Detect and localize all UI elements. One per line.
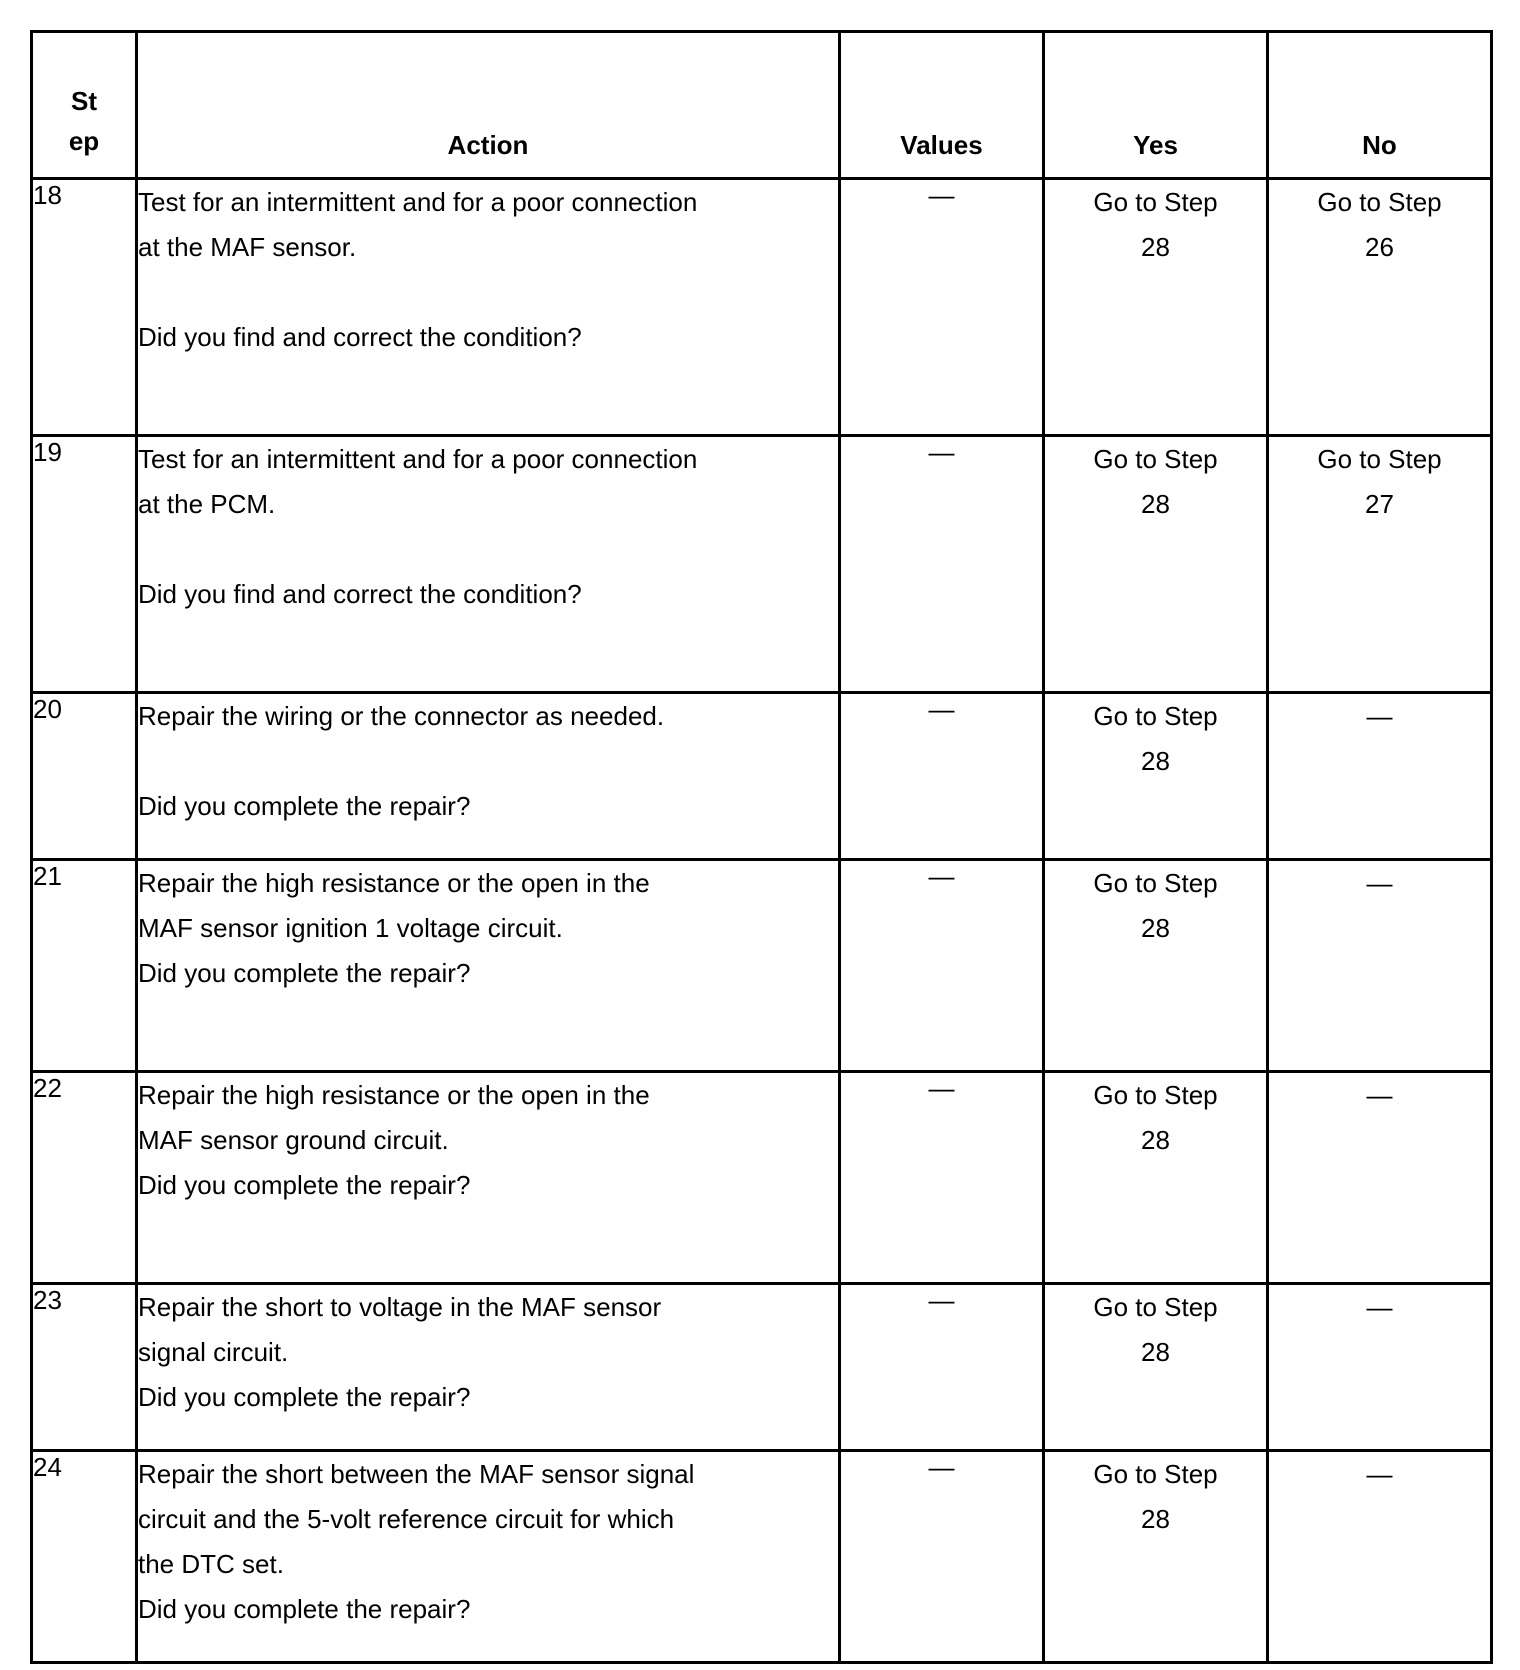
action-question: Did you complete the repair? <box>138 791 471 821</box>
table-row <box>32 693 1492 860</box>
no-goto-step: 26 <box>1365 232 1394 262</box>
action-cell <box>137 860 840 1072</box>
table-row <box>32 1284 1492 1451</box>
action-question: Did you complete the repair? <box>138 1382 471 1412</box>
yes-goto-step: 28 <box>1141 746 1170 776</box>
no-cell <box>1268 436 1492 693</box>
yes-goto-step: 28 <box>1141 232 1170 262</box>
values-cell: — <box>840 436 1044 693</box>
header-no: No <box>1268 32 1492 179</box>
header-yes: Yes <box>1044 32 1268 179</box>
yes-cell <box>1044 436 1268 693</box>
action-text: at the MAF sensor. <box>138 232 357 262</box>
yes-goto-label: Go to Step <box>1093 868 1218 898</box>
no-cell <box>1268 693 1492 860</box>
action-text: Repair the wiring or the connector as needed. <box>138 701 665 731</box>
values-cell: — <box>840 1451 1044 1663</box>
no-cell <box>1268 1284 1492 1451</box>
table-row <box>32 860 1492 1072</box>
no-goto-step: 27 <box>1365 489 1394 519</box>
step-number: 23 <box>32 1284 137 1451</box>
action-text: Repair the high resistance or the open in the <box>138 1080 650 1110</box>
yes-cell <box>1044 179 1268 436</box>
yes-cell <box>1044 1284 1268 1451</box>
no-dash: — <box>1366 1292 1393 1322</box>
step-number: 18 <box>32 179 137 436</box>
step-number: 21 <box>32 860 137 1072</box>
no-dash: — <box>1366 701 1393 731</box>
yes-cell <box>1044 693 1268 860</box>
action-question: Did you find and correct the condition? <box>138 322 582 352</box>
yes-goto-step: 28 <box>1141 1125 1170 1155</box>
action-cell <box>137 1284 840 1451</box>
action-cell <box>137 1451 840 1663</box>
yes-goto-label: Go to Step <box>1093 444 1218 474</box>
action-question: Did you find and correct the condition? <box>138 579 582 609</box>
table-row <box>32 436 1492 693</box>
table-row <box>32 1072 1492 1284</box>
action-text: the DTC set. <box>138 1549 284 1579</box>
table-row <box>32 1451 1492 1663</box>
header-step-line1: St <box>71 86 97 116</box>
action-cell <box>137 1072 840 1284</box>
values-cell: — <box>840 860 1044 1072</box>
yes-goto-step: 28 <box>1141 1504 1170 1534</box>
step-number: 20 <box>32 693 137 860</box>
header-values: Values <box>840 32 1044 179</box>
step-number: 22 <box>32 1072 137 1284</box>
values-cell: — <box>840 179 1044 436</box>
yes-goto-label: Go to Step <box>1093 187 1218 217</box>
action-text: Repair the high resistance or the open in the <box>138 868 650 898</box>
header-action: Action <box>137 32 840 179</box>
step-number: 24 <box>32 1451 137 1663</box>
action-text: at the PCM. <box>138 489 276 519</box>
action-text: Repair the short between the MAF sensor signal <box>138 1459 695 1489</box>
yes-cell <box>1044 860 1268 1072</box>
no-cell <box>1268 1451 1492 1663</box>
header-row <box>32 32 1492 179</box>
header-step-line2: ep <box>68 126 100 156</box>
values-cell: — <box>840 1284 1044 1451</box>
no-goto-label: Go to Step <box>1317 444 1442 474</box>
action-text: Test for an intermittent and for a poor connection <box>138 187 698 217</box>
yes-goto-label: Go to Step <box>1093 1292 1218 1322</box>
action-text: signal circuit. <box>138 1337 289 1367</box>
no-dash: — <box>1366 1080 1393 1110</box>
action-question: Did you complete the repair? <box>138 1594 471 1624</box>
yes-goto-step: 28 <box>1141 913 1170 943</box>
action-question: Did you complete the repair? <box>138 958 471 988</box>
yes-goto-label: Go to Step <box>1093 1459 1218 1489</box>
action-cell <box>137 693 840 860</box>
action-text: MAF sensor ground circuit. <box>138 1125 449 1155</box>
action-cell <box>137 179 840 436</box>
yes-cell <box>1044 1451 1268 1663</box>
no-dash: — <box>1366 868 1393 898</box>
yes-goto-label: Go to Step <box>1093 1080 1218 1110</box>
no-cell <box>1268 860 1492 1072</box>
values-cell: — <box>840 1072 1044 1284</box>
yes-goto-step: 28 <box>1141 489 1170 519</box>
no-cell <box>1268 1072 1492 1284</box>
yes-goto-step: 28 <box>1141 1337 1170 1367</box>
step-number: 19 <box>32 436 137 693</box>
no-cell <box>1268 179 1492 436</box>
action-text: MAF sensor ignition 1 voltage circuit. <box>138 913 563 943</box>
diagnostic-table <box>30 30 1493 1664</box>
action-text: Test for an intermittent and for a poor connection <box>138 444 698 474</box>
values-cell: — <box>840 693 1044 860</box>
table-row <box>32 179 1492 436</box>
header-step <box>32 32 137 179</box>
action-text: Repair the short to voltage in the MAF sensor <box>138 1292 662 1322</box>
action-cell <box>137 436 840 693</box>
yes-cell <box>1044 1072 1268 1284</box>
yes-goto-label: Go to Step <box>1093 701 1218 731</box>
no-dash: — <box>1366 1459 1393 1489</box>
action-text: circuit and the 5-volt reference circuit for which <box>138 1504 675 1534</box>
action-question: Did you complete the repair? <box>138 1170 471 1200</box>
no-goto-label: Go to Step <box>1317 187 1442 217</box>
